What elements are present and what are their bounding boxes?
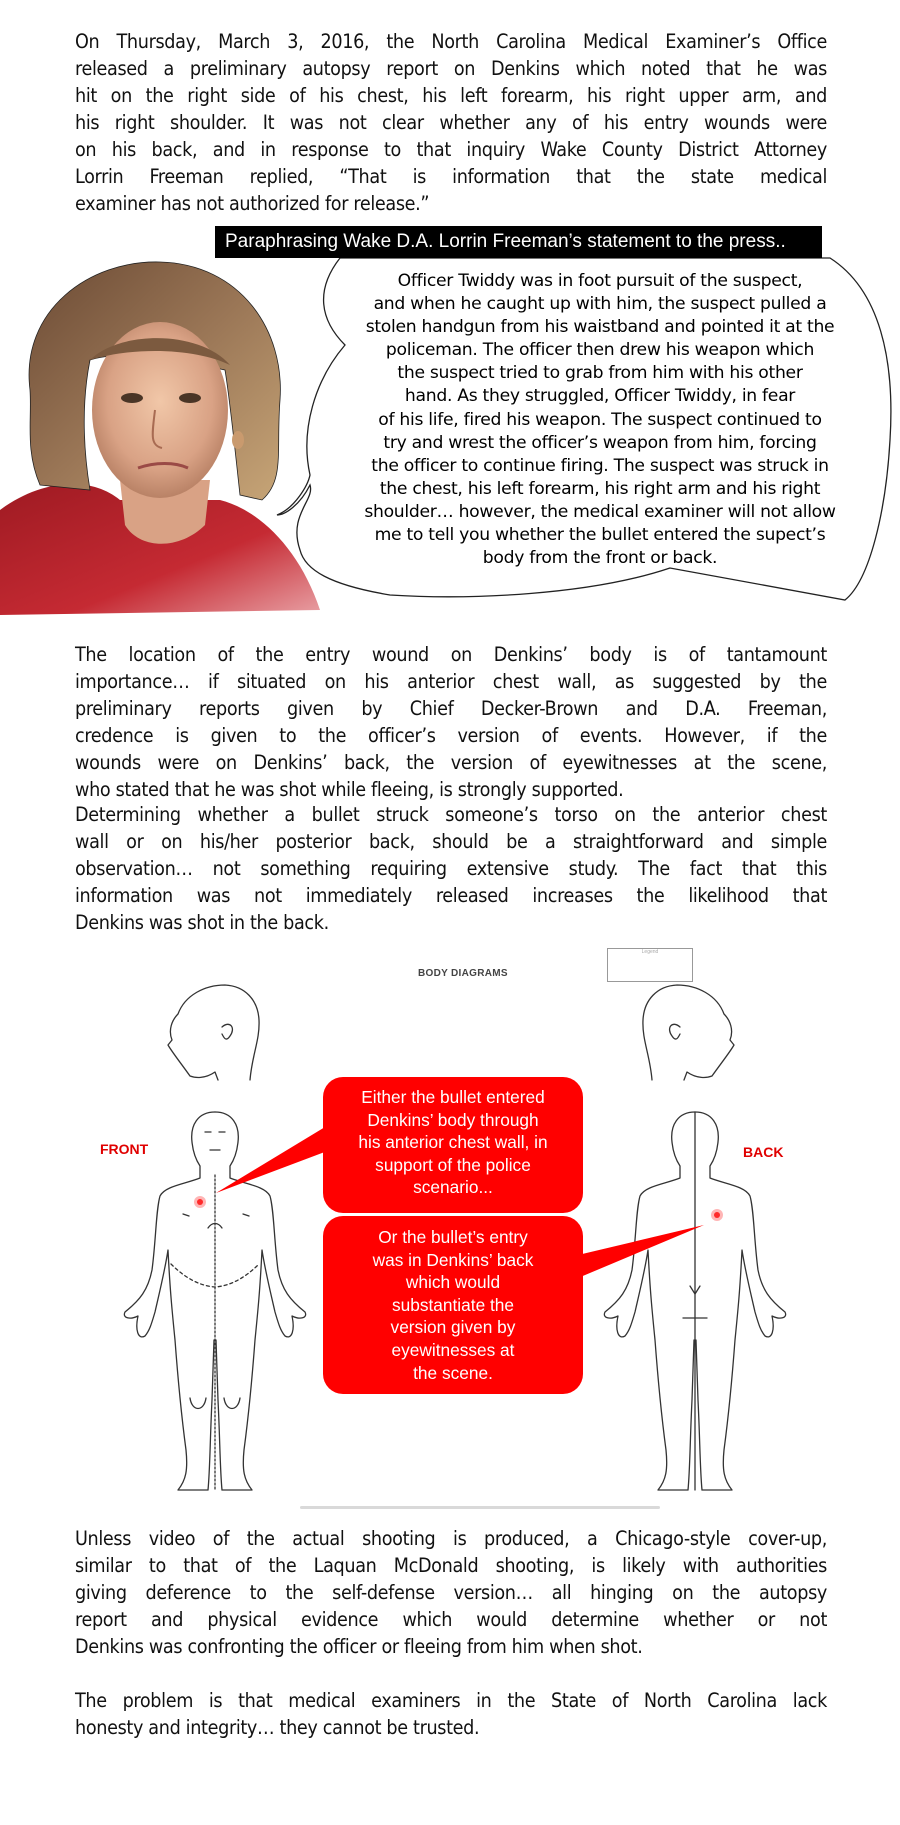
paragraph-line: information was not immediately released increases the likelihood that [75, 884, 827, 907]
callout-line: the scene. [413, 1362, 493, 1383]
paragraph-line: Denkins was shot in the back. [75, 911, 329, 934]
bubble-line: policeman. The officer then drew his weapon which [385, 340, 815, 361]
paragraph-line: wall or on his/her posterior back, should be a straightforward and simple [75, 830, 827, 853]
callout-line: Denkins’ body through [367, 1109, 539, 1130]
quote-label: Paraphrasing Wake D.A. Lorrin Freeman’s statement to the press.. [215, 226, 822, 258]
diagram-footnote [300, 1506, 660, 1509]
bubble-line: the suspect tried to grab from him with his other [397, 363, 803, 384]
paragraph-line: examiner has not authorized for release.” [75, 192, 430, 215]
callout-line: was in Denkins’ back [372, 1249, 534, 1270]
paragraph-line: observation… not something requiring extensive study. The fact that this [75, 857, 827, 880]
paragraph-line: honesty and integrity… they cannot be trusted. [75, 1716, 480, 1739]
callout-front [323, 1077, 583, 1213]
article-paragraph-4 [75, 1525, 827, 1660]
callout-line: his anterior chest wall, in [358, 1132, 548, 1153]
paragraph-line: report and physical evidence which would determine whether or not [75, 1608, 827, 1631]
paragraph-line: On Thursday, March 3, 2016, the North Carolina Medical Examiner’s Office [75, 30, 827, 53]
wound-mark-front-core [197, 1199, 203, 1205]
body-front-figure [124, 1112, 305, 1490]
wound-mark-back-core [714, 1212, 720, 1218]
callout-line: support of the police [375, 1154, 531, 1175]
bubble-line: Officer Twiddy was in foot pursuit of the suspect, [397, 271, 803, 291]
paragraph-line: hit on the right side of his chest, his left forearm, his right upper arm, and [75, 84, 827, 107]
paragraph-line: Determining whether a bullet struck someone’s torso on the anterior chest [75, 803, 827, 826]
paragraph-line: his right shoulder. It was not clear whether any of his entry wounds were [75, 111, 827, 134]
callout-line: scenario... [413, 1177, 493, 1198]
callout-line: Either the bullet entered [361, 1087, 545, 1107]
bubble-line: try and wrest the officer’s weapon from him, forcing [383, 432, 817, 453]
paragraph-line: Lorrin Freeman replied, “That is information that the state medical [75, 165, 827, 188]
paragraph-line: importance… if situated on his anterior chest wall, as suggested by the [75, 670, 827, 693]
paragraph-line: The problem is that medical examiners in the State of North Carolina lack [75, 1689, 827, 1712]
callout-line: version given by [390, 1317, 516, 1338]
callout-line: eyewitnesses at [391, 1339, 515, 1360]
head-profile-left [168, 985, 259, 1080]
body-back-figure [604, 1112, 785, 1490]
callout-line: which would [405, 1272, 501, 1293]
paragraph-line: credence is given to the officer’s version of events. However, if the [75, 724, 827, 747]
callout-back [323, 1216, 583, 1394]
callout-line: substantiate the [391, 1294, 514, 1315]
diagram-title: BODY DIAGRAMS [418, 968, 508, 979]
bubble-line: of his life, fired his weapon. The suspect continued to [378, 409, 822, 430]
paragraph-line: The location of the entry wound on Denkins’ body is of tantamount [75, 643, 827, 666]
bubble-line: me to tell you whether the bullet entered the supect’s [374, 525, 826, 546]
paragraph-line: similar to that of the Laquan McDonald shooting, is likely with authorities [75, 1554, 827, 1577]
bubble-line: the chest, his left forearm, his right arm and his right [379, 478, 821, 499]
paragraph-line: wounds were on Denkins’ back, the version of eyewitnesses at the scene, [75, 751, 827, 774]
bubble-line: body from the front or back. [482, 548, 718, 569]
paragraph-line: preliminary reports given by Chief Decker-Brown and D.A. Freeman, [75, 697, 827, 720]
bubble-line: and when he caught up with him, the suspect pulled a [373, 294, 827, 315]
article-paragraph-5 [75, 1687, 827, 1741]
paragraph-line: on his back, and in response to that inquiry Wake County District Attorney [75, 138, 827, 161]
bubble-line: the officer to continue firing. The suspect was struck in [371, 455, 829, 476]
bubble-line: hand. As they struggled, Officer Twiddy, in fear [404, 386, 796, 407]
paragraph-line: who stated that he was shot while fleeing, is strongly supported. [75, 778, 624, 801]
diagram-legend [607, 948, 693, 982]
back-view-label: BACK [743, 1144, 784, 1160]
bubble-line: shoulder… however, the medical examiner will not allow [364, 501, 836, 522]
legend-title: Legend [641, 949, 659, 955]
head-profile-right [643, 985, 734, 1080]
paragraph-line: released a preliminary autopsy report on Denkins which noted that he was [75, 57, 827, 80]
paragraph-line: giving deference to the self-defense version… all hinging on the autopsy [75, 1581, 827, 1604]
paragraph-line: Unless video of the actual shooting is produced, a Chicago-style cover-up, [75, 1527, 827, 1550]
front-view-label: FRONT [100, 1141, 149, 1157]
paragraph-line: Denkins was confronting the officer or fleeing from him when shot. [75, 1635, 643, 1658]
bubble-line: stolen handgun from his waistband and pointed it at the [365, 317, 835, 338]
callout-line: Or the bullet’s entry [378, 1227, 528, 1247]
